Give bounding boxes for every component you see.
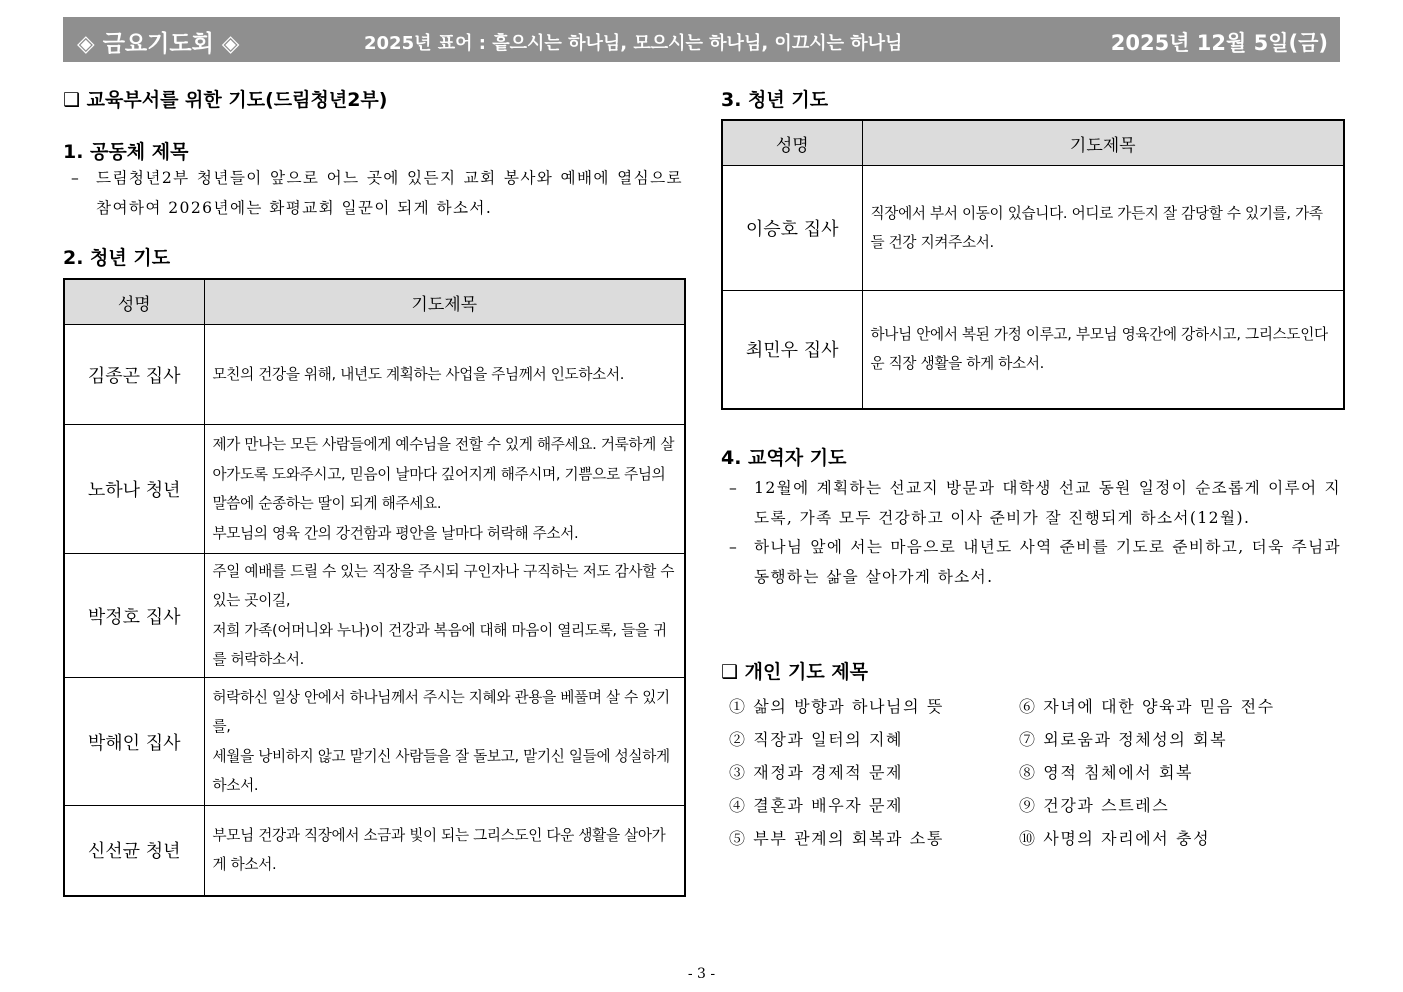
table-row xyxy=(64,554,685,678)
person-name: 신선균 청년 xyxy=(64,806,204,896)
prayer-text: 하나님 안에서 복된 가정 이루고, 부모님 영육간에 강하시고, 그리스도인다운 직장 생활을 하게 하소서. xyxy=(862,291,1344,409)
education-section-title xyxy=(63,88,387,112)
missionary-list xyxy=(721,474,1341,592)
list-item: ⑧ 영적 침체에서 회복 xyxy=(1019,763,1194,782)
personal-section-title xyxy=(721,660,868,684)
prayer-text: 허락하신 일상 안에서 하나님께서 주시는 지혜와 관용을 베풀며 살 수 있기를, 세월을 낭비하지 않고 맡기신 사람들을 잘 돌보고, 맡기신 일들에 성실하게 하소서. xyxy=(204,678,685,806)
table-header-row xyxy=(722,120,1344,166)
prayer-text: 제가 만나는 모든 사람들에게 예수님을 전할 수 있게 해주세요. 거룩하게 살아가도록 도와주시고, 믿음이 날마다 깊어지게 해주시며, 기쁨으로 주님의 말씀에 순종하는 딸이 되게 해주세요. 부모님의 영육 간의 강건함과 평안을 날마다 허락해 주소서. xyxy=(204,425,685,554)
col-header-name: 성명 xyxy=(64,279,204,325)
col-header-title: 기도제목 xyxy=(862,120,1344,166)
missionary-heading: 4. 교역자 기도 xyxy=(721,447,847,469)
community-item: – 드림청년2부 청년들이 앞으로 어느 곳에 있든지 교회 봉사와 예배에 열심으로 참여하여 2026년에는 화평교회 일꾼이 되게 하소서. xyxy=(63,164,683,223)
table-row xyxy=(64,678,685,806)
checkbox-square-icon: ❑ xyxy=(721,661,739,683)
education-section-label: 교육부서를 위한 기도(드림청년2부) xyxy=(86,89,388,111)
youth-prayer-table xyxy=(63,278,686,897)
person-name: 이승호 집사 xyxy=(722,166,862,291)
dash-bullet-icon: – xyxy=(729,479,739,497)
header-title: ◈ 금요기도회 ◈ xyxy=(77,31,240,57)
col-header-title: 기도제목 xyxy=(204,279,685,325)
prayer-text: 모친의 건강을 위해, 내년도 계획하는 사업을 주님께서 인도하소서. xyxy=(204,325,685,425)
header-motto: 2025년 표어 : 흩으시는 하나님, 모으시는 하나님, 이끄시는 하나님 xyxy=(364,33,903,54)
prayer-text: 부모님 건강과 직장에서 소금과 빛이 되는 그리스도인 다운 생활을 살아가게 하소서. xyxy=(204,806,685,896)
header-date: 2025년 12월 5일(금) xyxy=(1110,31,1328,55)
person-name: 박정호 집사 xyxy=(64,554,204,678)
person-name: 박해인 집사 xyxy=(64,678,204,806)
col-header-name: 성명 xyxy=(722,120,862,166)
missionary-item: – 하나님 앞에 서는 마음으로 내년도 사역 준비를 기도로 준비하고, 더욱 주님과 동행하는 삶을 살아가게 하소서. xyxy=(721,533,1341,592)
community-list xyxy=(63,164,683,223)
table-header-row xyxy=(64,279,685,325)
youth3-prayer-table xyxy=(721,119,1345,410)
page-number: - 3 - xyxy=(687,966,716,982)
list-item: ⑥ 자녀에 대한 양육과 믿음 전수 xyxy=(1019,697,1275,716)
list-item: ③ 재정과 경제적 문제 xyxy=(729,763,904,782)
youth-heading: 2. 청년 기도 xyxy=(63,247,171,269)
prayer-text: 직장에서 부서 이동이 있습니다. 어디로 가든지 잘 감당할 수 있기를, 가족들 건강 지켜주소서. xyxy=(862,166,1344,291)
table-row xyxy=(722,166,1344,291)
list-item: ⑩ 사명의 자리에서 충성 xyxy=(1019,829,1211,848)
prayer-text: 주일 예배를 드릴 수 있는 직장을 주시되 구인자나 구직하는 저도 감사할 수 있는 곳이길, 저희 가족(어머니와 누나)이 건강과 복음에 대해 마음이 열리도록, 들을 귀를 허락하소서. xyxy=(204,554,685,678)
checkbox-square-icon: ❑ xyxy=(63,89,81,111)
table-row xyxy=(64,425,685,554)
youth3-heading: 3. 청년 기도 xyxy=(721,89,829,111)
dash-bullet-icon: – xyxy=(71,169,81,187)
community-heading: 1. 공동체 제목 xyxy=(63,141,189,163)
list-item: ② 직장과 일터의 지혜 xyxy=(729,730,904,749)
list-item: ① 삶의 방향과 하나님의 뜻 xyxy=(729,697,944,716)
table-row xyxy=(64,806,685,896)
header-bar xyxy=(63,17,1340,62)
person-name: 최민우 집사 xyxy=(722,291,862,409)
person-name: 노하나 청년 xyxy=(64,425,204,554)
person-name: 김종곤 집사 xyxy=(64,325,204,425)
list-item: ⑤ 부부 관계의 회복과 소통 xyxy=(729,829,944,848)
list-item: ⑦ 외로움과 정체성의 회복 xyxy=(1019,730,1228,749)
personal-prayer-list xyxy=(729,694,1339,864)
dash-bullet-icon: – xyxy=(729,538,739,556)
personal-section-label: 개인 기도 제목 xyxy=(744,661,869,683)
table-row xyxy=(722,291,1344,409)
table-row xyxy=(64,325,685,425)
list-item: ④ 결혼과 배우자 문제 xyxy=(729,796,904,815)
list-item: ⑨ 건강과 스트레스 xyxy=(1019,796,1170,815)
missionary-item: – 12월에 계획하는 선교지 방문과 대학생 선교 동원 일정이 순조롭게 이루어 지도록, 가족 모두 건강하고 이사 준비가 잘 진행되게 하소서(12월). xyxy=(721,474,1341,533)
